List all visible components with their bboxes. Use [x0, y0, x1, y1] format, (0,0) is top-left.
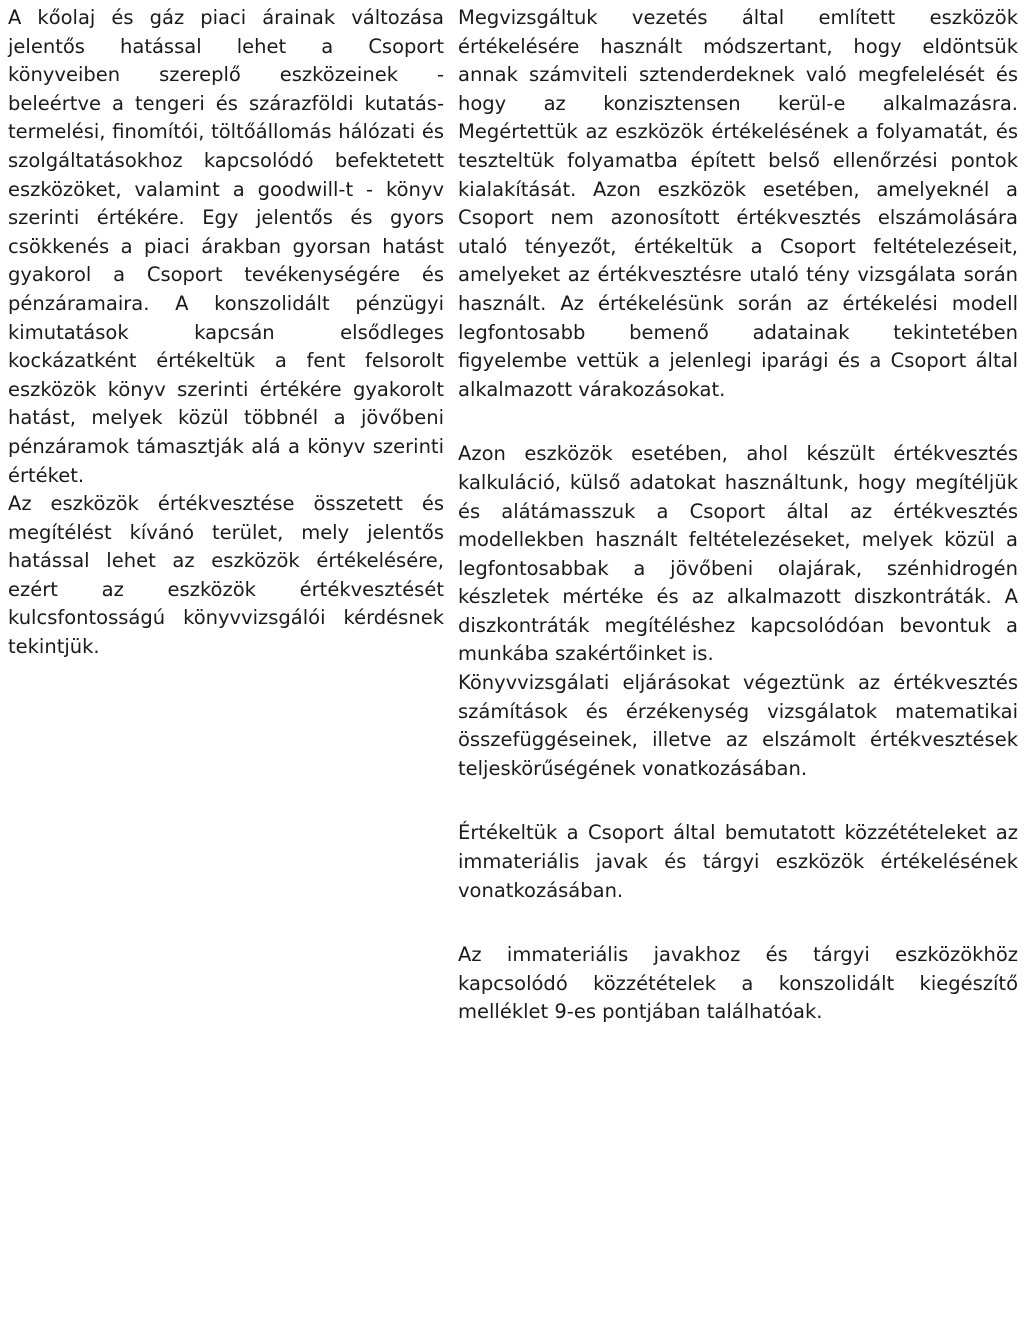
- right-column: [458, 4, 1018, 1027]
- paragraph: Az immateriális javakhoz és tárgyi eszközökhöz kapcsolódó közzétételek a konszolidált kiegészítő melléklet 9-es pontjában találhatóak.: [458, 943, 1018, 1024]
- paragraph: Könyvvizsgálati eljárásokat végeztünk az értékvesztés számítások és érzékenység vizsgálatok matematikai összefüggéseinek, illetve az elszámolt értékvesztések teljeskörűségének vonatkozásában.: [458, 671, 1018, 780]
- paragraph: Az eszközök értékvesztése összetett és megítélést kívánó terület, mely jelentős hatással lehet az eszközök értékelésére, ezért az eszközök értékvesztését kulcsfontosságú könyvvizsgálói kérdésnek tekintjük.: [8, 492, 444, 659]
- paragraph: Azon eszközök esetében, ahol készült értékvesztés kalkuláció, külső adatokat használtunk, hogy megítéljük és alátámasszuk a Csoport által az értékvesztés modellekben használt feltételezéseket, melyek közül a legfontosabbak a jövőbeni olajárak, szénhidrogén készletek mértéke és az alkalmazott diszkontráták. A diszkontráták megítéléshez kapcsolódóan bevontuk a munkába szakértőinket is.: [458, 442, 1018, 666]
- paragraph: Értékeltük a Csoport által bemutatott közzétételeket az immateriális javak és tárgyi eszközök értékelésének vonatkozásában.: [458, 821, 1018, 902]
- paragraph: A kőolaj és gáz piaci árainak változása jelentős hatással lehet a Csoport könyveiben szereplő eszközeinek - beleértve a tengeri és szárazföldi kutatás-termelési, finomítói, töltőállomás hálózati és szolgáltatásokhoz kapcsolódó befektetett eszközöket, valamint a goodwill-t - könyv szerinti értékére. Egy jelentős és gyors csökkenés a piaci árakban gyorsan hatást gyakorol a Csoport tevékenységére és pénzáramaira. A konszolidált pénzügyi kimutatások kapcsán elsődleges kockázatként értékeltük a fent felsorolt eszközök könyv szerinti értékére gyakorolt hatást, melyek közül többnél a jövőbeni pénzáramok támasztják alá a könyv szerinti értéket.: [8, 6, 444, 487]
- left-column: [8, 4, 444, 662]
- paragraph: Megvizsgáltuk vezetés által említett eszközök értékelésére használt módszertant, hogy eldöntsük annak számviteli sztenderdeknek való megfelelését és hogy az konzisztensen kerül-e alkalmazásra. Megértettük az eszközök értékelésének a folyamatát, és teszteltük folyamatba épített belső ellenőrzési pontok kialakítását. Azon eszközök esetében, amelyeknél a Csoport nem azonosított értékvesztés elszámolására utaló tényezőt, értékeltük a Csoport feltételezéseit, amelyeket az értékvesztésre utaló tény vizsgálata során használt. Az értékelésünk során az értékelési modell legfontosabb bemenő adatainak tekintetében figyelembe vettük a jelenlegi iparági és a Csoport által alkalmazott várakozásokat.: [458, 6, 1018, 401]
